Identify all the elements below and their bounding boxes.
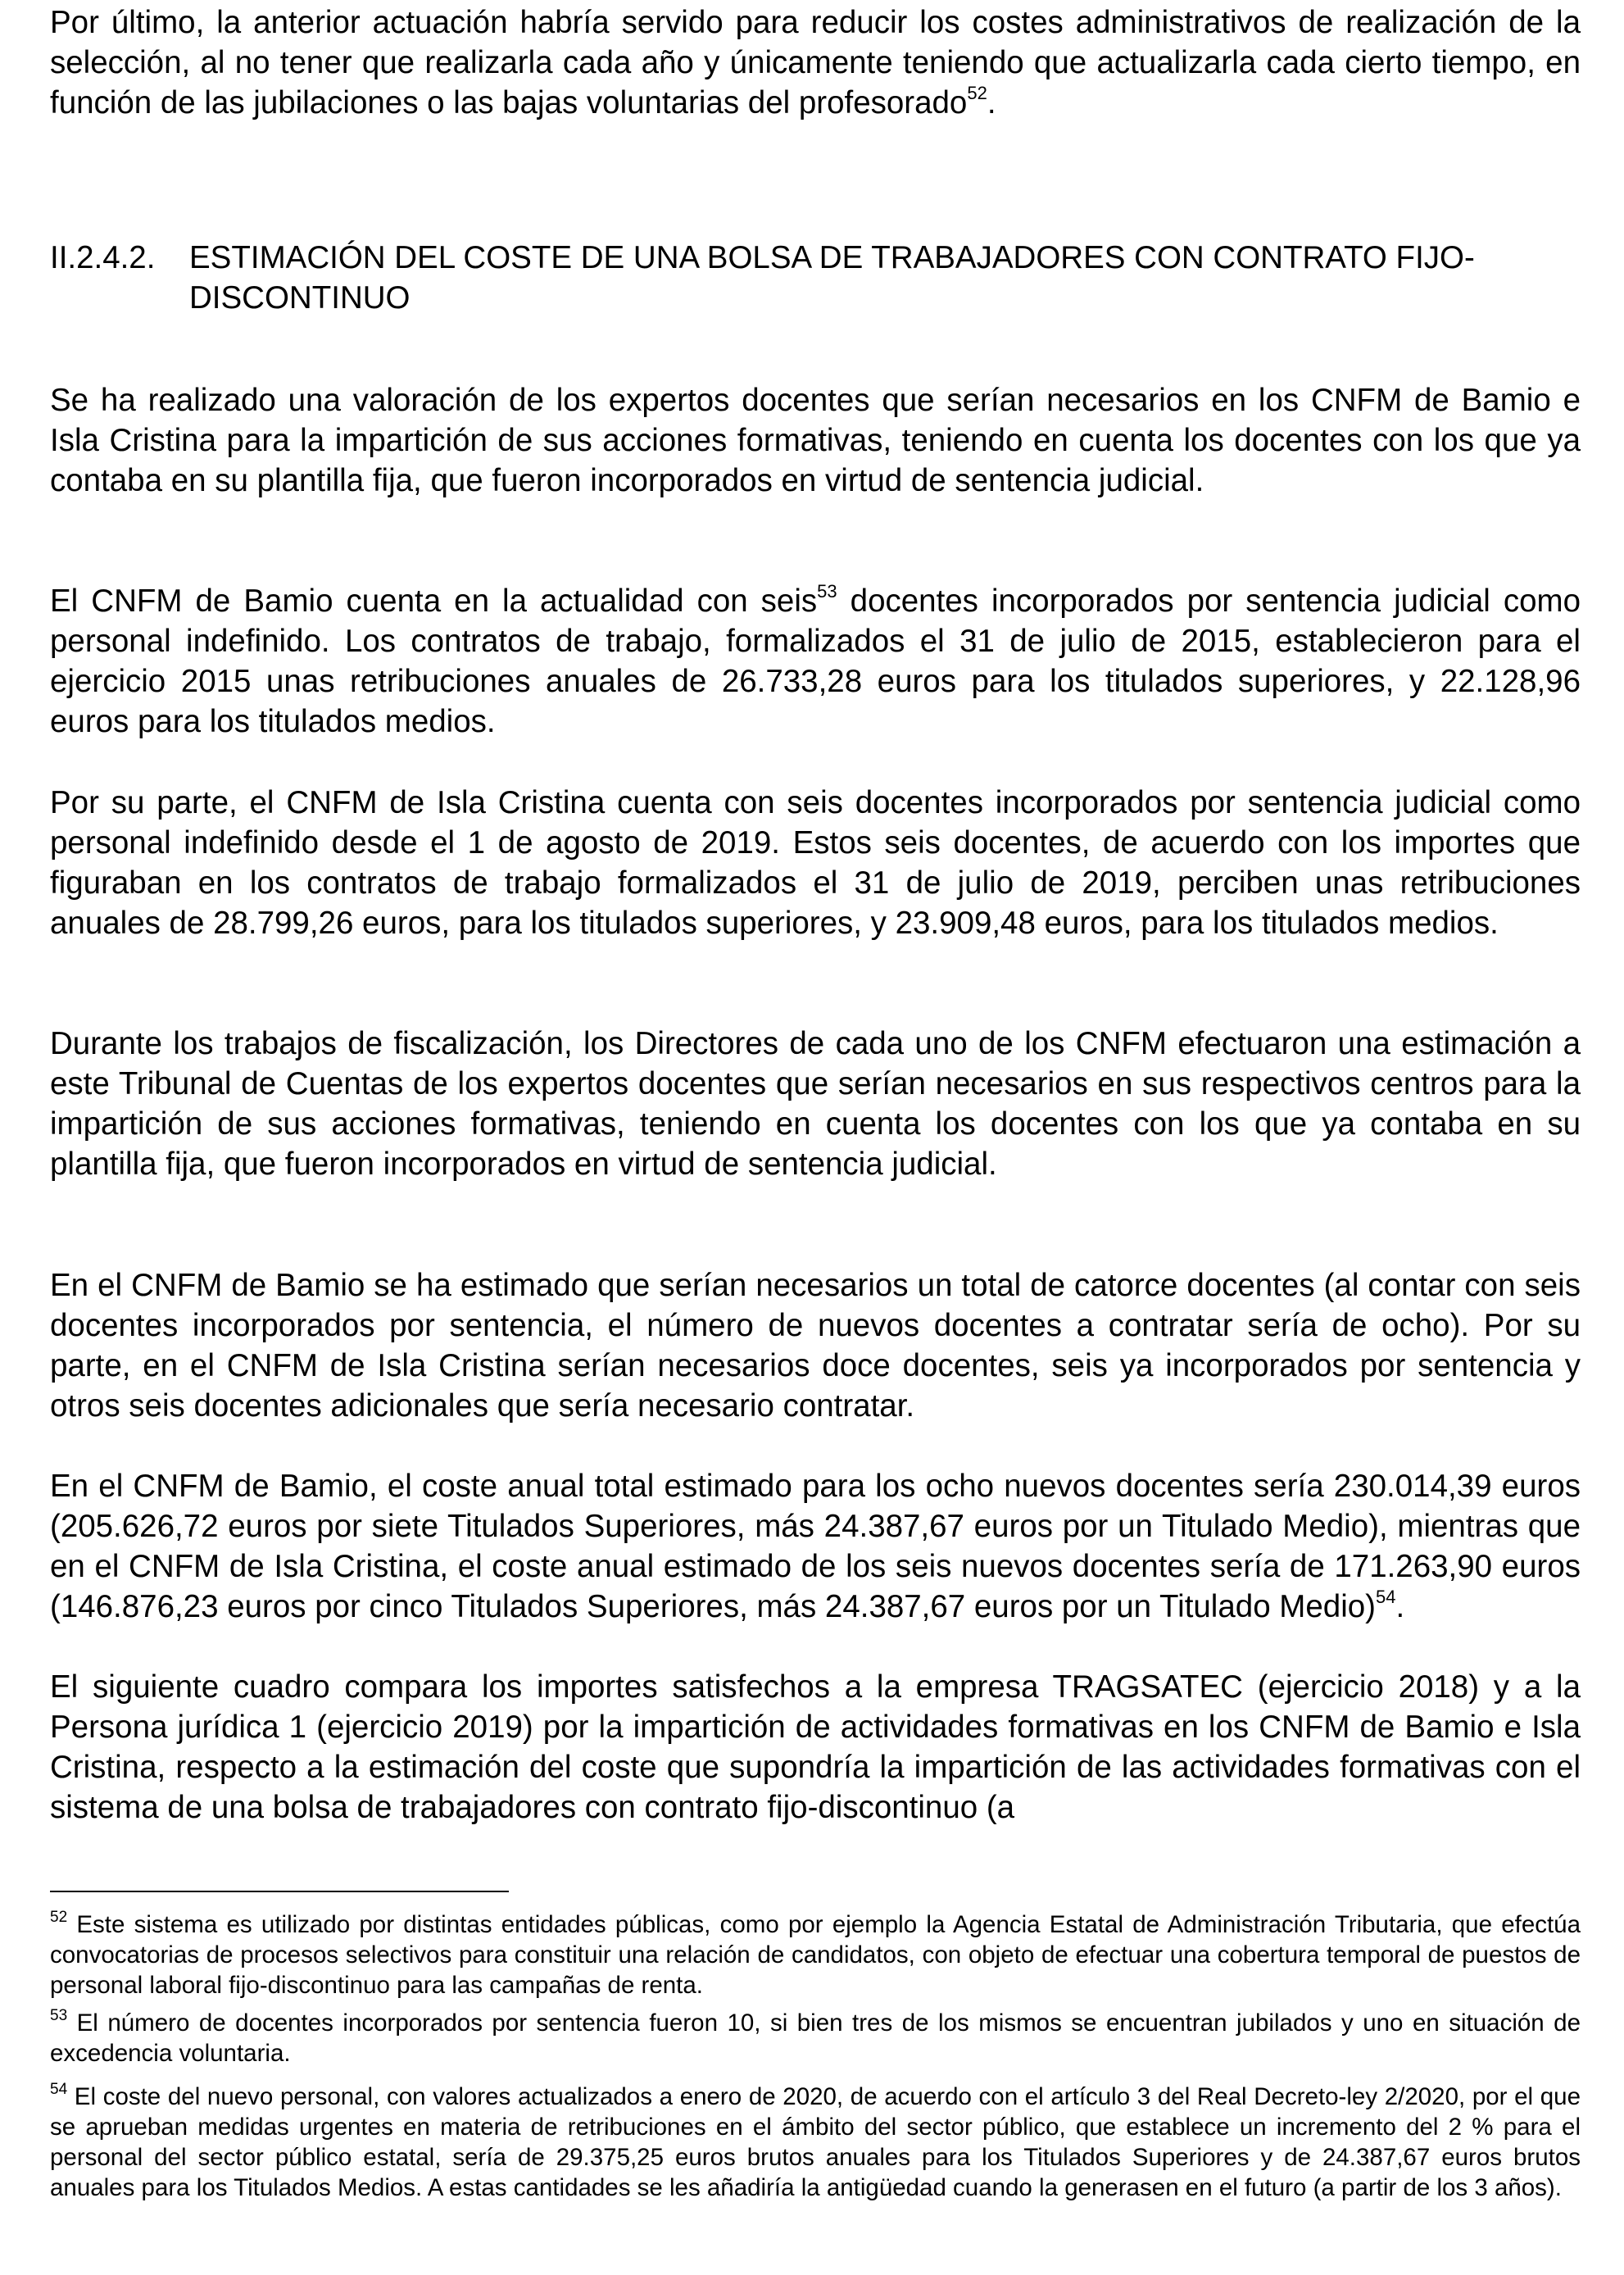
- footnote-ref-54[interactable]: 54: [1375, 1587, 1396, 1607]
- footnote-number: 53: [50, 2007, 68, 2024]
- footnote-number: 54: [50, 2081, 68, 2098]
- paragraph-end: .: [1395, 1589, 1405, 1624]
- footnote-text: El número de docentes incorporados por sentencia fueron 10, si bien tres de los mismos se encuentran jubilados y uno en situación de excedencia voluntaria.: [50, 2009, 1581, 2067]
- footnote-54: [50, 2082, 1581, 2203]
- paragraph-teachers-needed: En el CNFM de Bamio se ha estimado que serían necesarios un total de catorce docentes (al contar con seis docentes incorporados por sentencia, el número de nuevos docentes a contratar sería de ocho). Por su parte, en el CNFM de Isla Cristina serían necesarios doce docentes, seis ya incorporados por sentencia y otros seis docentes adicionales que sería necesario contratar.: [50, 1268, 1581, 1424]
- footnote-text: Este sistema es utilizado por distintas entidades públicas, como por ejemplo la Agencia Estatal de Administración Tributaria, que efectúa convocatorias de procesos selectivos para constituir una relación de candidatos, con objeto de efectuar una cobertura temporal de puestos de personal laboral fijo-discontinuo para las campañas de renta.: [50, 1911, 1581, 1999]
- footnote-ref-52[interactable]: 52: [967, 83, 987, 103]
- paragraph-directors-estimate: Durante los trabajos de fiscalización, los Directores de cada uno de los CNFM efectuaron una estimación a este Tribunal de Cuentas de los expertos docentes que serían necesarios en sus respectivos centros para la impartición de sus acciones formativas, teniendo en cuenta los docentes con los que ya contaba en su plantilla fija, que fueron incorporados en virtud de sentencia judicial.: [50, 1026, 1581, 1182]
- paragraph-valuation: Se ha realizado una valoración de los expertos docentes que serían necesarios en los CNFM de Bamio e Isla Cristina para la impartición de sus acciones formativas, teniendo en cuenta los docentes con los que ya contaba en su plantilla fija, que fueron incorporados en virtud de sentencia judicial.: [50, 383, 1581, 498]
- footnote-ref-53[interactable]: 53: [817, 581, 837, 602]
- footnote-53: [50, 2008, 1581, 2068]
- paragraph-admin-costs: [50, 2, 1581, 123]
- paragraph-text: En el CNFM de Bamio, el coste anual total estimado para los ocho nuevos docentes sería 230.014,39 euros (205.626,72 euros por siete Titulados Superiores, más 24.387,67 euros por un Titulado Medio), mientras que en el CNFM de Isla Cristina, el coste anual estimado de los seis nuevos docentes sería de 171.263,90 euros (146.876,23 euros por cinco Titulados Superiores, más 24.387,67 euros por un Titulado Medio): [50, 1469, 1581, 1624]
- footnote-divider: [50, 1891, 509, 1892]
- paragraph-text: Por último, la anterior actuación habría servido para reducir los costes administrativos de realización de la selección, al no tener que realizarla cada año y únicamente teniendo que actualizarla cada cierto tiempo, en función de las jubilaciones o las bajas voluntarias del profesorado: [50, 5, 1581, 120]
- footnote-number: 52: [50, 1909, 68, 1926]
- paragraph-end: .: [987, 85, 996, 120]
- footnote-52: [50, 1909, 1581, 2000]
- paragraph-text: El CNFM de Bamio cuenta en la actualidad con seis: [50, 584, 818, 619]
- paragraph-text: docentes incorporados por sentencia judicial como personal indefinido. Los contratos de trabajo, formalizados el 31 de julio de 2015, establecieron para el ejercicio 2015 unas retribuciones anuales de 26.733,28 euros para los titulados superiores, y 22.128,96 euros para los titulados medios.: [50, 584, 1581, 739]
- paragraph-annual-cost: [50, 1466, 1581, 1627]
- paragraph-comparison: El siguiente cuadro compara los importes satisfechos a la empresa TRAGSATEC (ejercicio 2018) y a la Persona jurídica 1 (ejercicio 2019) por la impartición de actividades formativas en los CNFM de Bamio e Isla Cristina, respecto a la estimación del coste que supondría la impartición de las actividades formativas con el sistema de una bolsa de trabajadores con contrato fijo-discontinuo (a: [50, 1669, 1581, 1825]
- section-title: ESTIMACIÓN DEL COSTE DE UNA BOLSA DE TRABAJADORES CON CONTRATO FIJO-DISCONTINUO: [189, 240, 1475, 316]
- paragraph-bamio: [50, 581, 1581, 742]
- footnote-text: El coste del nuevo personal, con valores actualizados a enero de 2020, de acuerdo con el artículo 3 del Real Decreto-ley 2/2020, por el que se aprueban medidas urgentes en materia de retribuciones en el ámbito del sector público, que establece un incremento del 2 % para el personal del sector público estatal, sería de 29.375,25 euros brutos anuales para los Titulados Superiores y de 24.387,67 euros brutos anuales para los Titulados Medios. A estas cantidades se les añadiría la antigüedad cuando la generasen en el futuro (a partir de los 3 años).: [50, 2083, 1581, 2201]
- paragraph-isla-cristina: Por su parte, el CNFM de Isla Cristina cuenta con seis docentes incorporados por sentencia judicial como personal indefinido desde el 1 de agosto de 2019. Estos seis docentes, de acuerdo con los importes que figuraban en los contratos de trabajo formalizados el 31 de julio de 2019, perciben unas retribuciones anuales de 28.799,26 euros, para los titulados superiores, y 23.909,48 euros, para los titulados medios.: [50, 785, 1581, 941]
- section-number: II.2.4.2.: [50, 240, 156, 275]
